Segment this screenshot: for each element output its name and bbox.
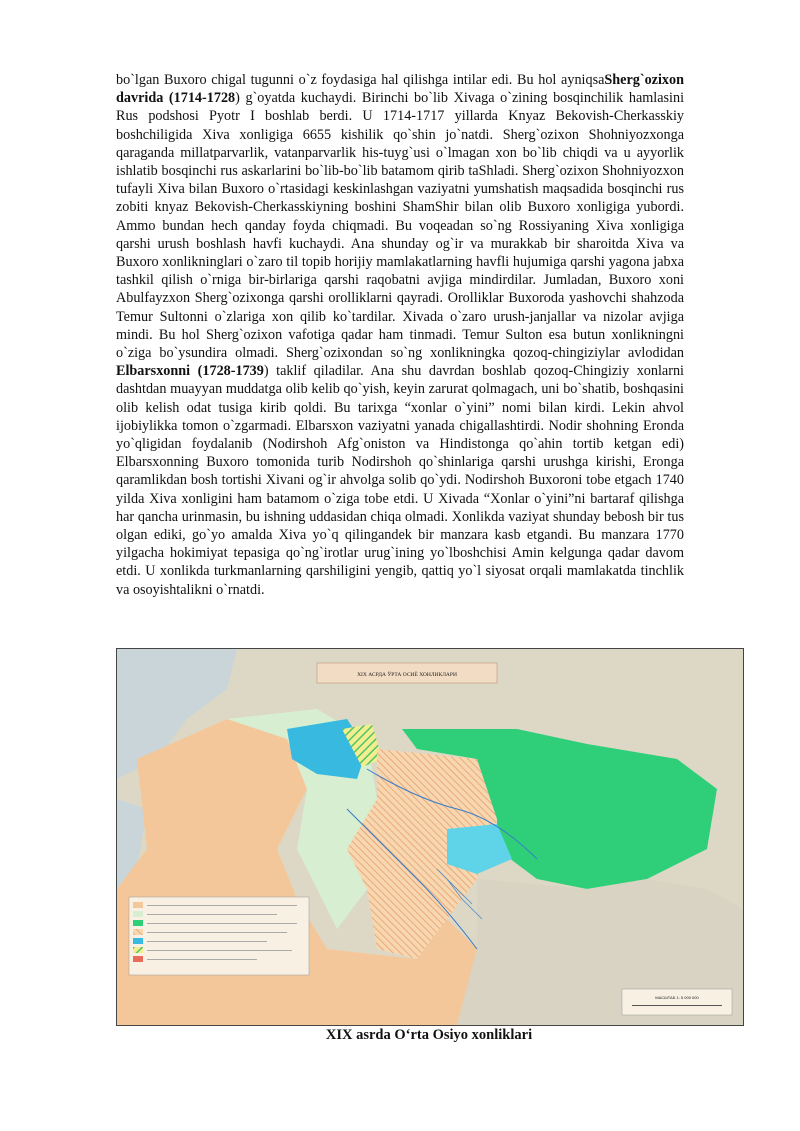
legend-swatch-5 (133, 938, 143, 944)
map-title: XIX АСРДА ЎРТА ОСИЁ ХОНЛИКЛАРИ (357, 672, 457, 678)
map-legend (129, 897, 309, 975)
bold-period-elbars: Elbarsxonni (1728-1739 (116, 363, 264, 380)
legend-line-1 (147, 905, 297, 906)
paragraph-text-3: ) taklif qiladilar. Ana shu davrdan boshlab qozoq-Chingiziy xonlarni dashtdan muayyan muddatga olib kelib qo`yish, keyin zarurat qolmagach, uni bo`shatib, boshqasini olib kelish odat tusiga kirib qoldi. Bu tarixga “xonlar o`yini” nomi bilan kirdi. Lekin ahvol ijobiylikka tomon o`zgarmadi. Elbarsxon vaziyatni yanada chigallashtirdi. Nodir shohning Eronda yo`qligidan foydalanib (Nodirshoh Afg`oniston va Hindistonga qo`ahin tortib ketgan edi) Elbarsxonning Buxoro tomonida turib Nodirshoh qo`shinlariga qarshi urushga kirishi, Eronga qaramlikdan bosh tortishi Xivani og`ir ahvolga solib qo`ydi. Nodirshoh Buxoroni tobe etgach 1740 yilda Xiva xonligini ham batamom o`ziga tobe etdi. U Xivada “Xonlar o`yini”ni bartaraf qilishga har qancha urinmasin, bu ishning uddasidan chiqa olmadi. Xonlikda vaziyat shunday bebosh bir tus olgan ediki, go`yo amalda Xiva yo`q qilingandek bir manzara kasb etgandi. Bu manzara 1770 yilgacha hokimiyat tepasiga qo`ng`irotlar urug`ining yo`lboshchisi Amin kelgunga qadar davom etdi. U xonlikda turkmanlarning qarshiligini yengib, qattiq yo`l siyosat orqali mamlakatda tinchlik va osoyishtalikni o`rnatdi. (116, 363, 684, 598)
legend-line-5 (147, 941, 267, 942)
figure-caption: XIX asrda O‘rta Osiyo xonliklari (325, 1027, 533, 1043)
legend-line-2 (147, 914, 277, 915)
legend-swatch-1 (133, 902, 143, 908)
map-scale: МАСШТАБ 1: 5 000 000 (655, 995, 699, 1000)
paragraph-text-1: bo`lgan Buxoro chigal tugunni o`z foydasiga hal qilishga intilar edi. Bu hol ayniqsa (116, 72, 605, 88)
bold-period-sherghozi: Sherg`ozixon davrida (1714-1728 (116, 72, 684, 107)
legend-swatch-7 (133, 956, 143, 962)
scale-bar (632, 1005, 722, 1006)
body-paragraph (116, 71, 684, 599)
legend-swatch-4 (133, 929, 143, 935)
legend-line-7 (147, 959, 257, 960)
map-svg (117, 649, 743, 1025)
legend-swatch-3 (133, 920, 143, 926)
legend-line-3 (147, 923, 297, 924)
historical-map (116, 648, 744, 1026)
paragraph-text-2: ) g`oyatda kuchaydi. Birinchi bo`lib Xivaga o`zining bosqinchilik hamlasini Rus podshosi Pyotr I boshlab berdi. U 1714-1717 yillarda Knyaz Bekovish-Cherkasskiy boshchiligida Xiva xonligiga 6655 kishilik qo`shin jo`natdi. Sherg`ozixon Shohniyozxonga qaraganda millatparvarlik, vatanparvarlik his-tuyg`usi o`lmagan xon bo`lib chiqdi va u ayyorlik ishlatib bosqinchi rus askarlarini bo`lib-bo`lib batamom qirib taShladi. Sherg`ozixon Shohniyozxon tufayli Xiva bilan Buxoro o`rtasidagi keskinlashgan vaziyatni yumshatish maqsadida bosqinchi rus zobiti knyaz Bekovish-Cherkasskiyning boshini ShamShir bilan olib Buxoro xonligiga yubordi. Ammo bundan hech qanday foyda chiqmadi. Bu voqeadan so`ng Rossiyaning Xiva xonligiga qarshi urush boshlash havfi kuchaydi. Ana shunday og`ir va murakkab bir sharoitda Xiva va Buxoro xonlikninglari o`zaro til topib horijiy mamlakatlarning havfli hujumiga qarshi yagona jabxa tashkil qilish o`rniga bir-birlariga qarshi raqobatni avjiga mindirdilar. Jumladan, Buxoro xoni Abulfayzxon Sherg`ozixonga qarshi orolliklarni qayradi. Orolliklar Buxoroda yashovchi shahzoda Temur Sultonni o`zlariga xon qilib ko`tardilar. Xivada o`zaro urush-janjallar va nizolar avjiga mindi. Bu hol Sherg`ozixon vafotiga qadar ham tinmadi. Temur Sulton esa butun xonlikningni o`ziga bo`ysundira olmadi. Sherg`ozixondan so`ng xonlikningka qozoq-chingiziylar avlodidan (116, 90, 685, 362)
legend-swatch-6 (133, 947, 143, 953)
legend-line-6 (147, 950, 292, 951)
legend-swatch-2 (133, 911, 143, 917)
legend-line-4 (147, 932, 287, 933)
map-scale-box (622, 989, 732, 1015)
